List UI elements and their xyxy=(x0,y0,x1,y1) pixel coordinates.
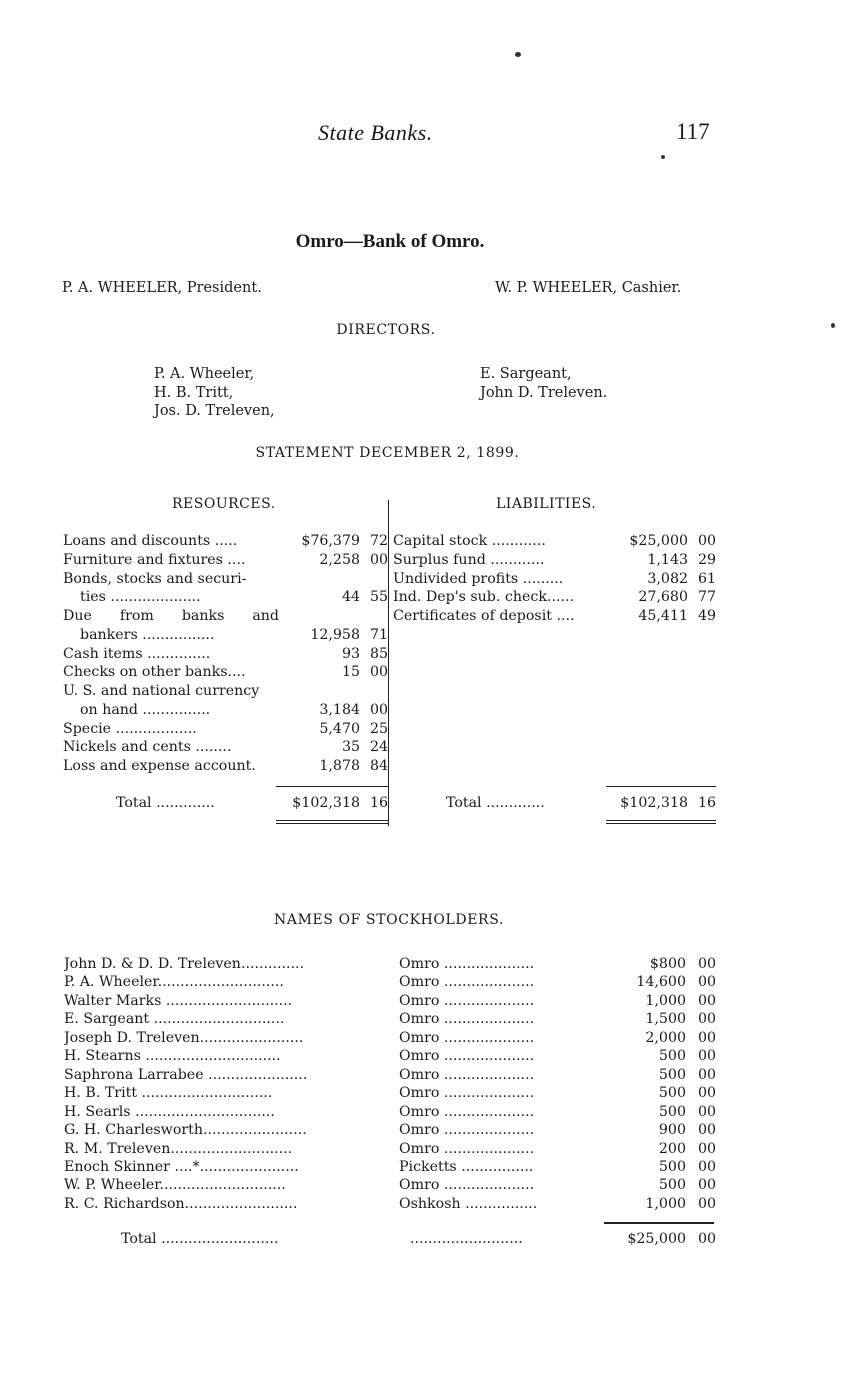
stockholders-total-rule xyxy=(604,1222,714,1224)
stockholder-row xyxy=(64,1047,716,1065)
directors-heading: DIRECTORS. xyxy=(336,322,436,338)
share-cents: 00 xyxy=(697,992,716,1009)
stockholder-name: Enoch Skinner ....*...................... xyxy=(64,1158,299,1175)
item-label: Capital stock ............ xyxy=(393,533,546,549)
stockholder-town: Omro .................... xyxy=(399,1066,535,1083)
item-dollars: 12,958 xyxy=(310,626,360,643)
item-label: Specie .................. xyxy=(63,720,197,737)
stockholder-row xyxy=(64,973,716,991)
stockholder-town: Omro .................... xyxy=(399,974,535,991)
item-cents: 00 xyxy=(697,533,716,549)
scan-speck xyxy=(661,155,665,159)
resource-row xyxy=(63,682,388,701)
directors-left xyxy=(154,365,275,421)
resource-row xyxy=(63,551,388,570)
item-cents: 77 xyxy=(697,589,716,606)
stockholders-total-row xyxy=(64,1230,716,1248)
scan-speck xyxy=(831,323,835,328)
item-cents: 71 xyxy=(369,626,388,643)
stockholder-name: John D. & D. D. Treleven.............. xyxy=(64,956,305,972)
share-dollars: 500 xyxy=(658,1066,686,1083)
scan-speck xyxy=(515,52,521,57)
item-label: Ind. Dep's sub. check...... xyxy=(393,589,574,606)
item-dollars: 27,680 xyxy=(638,589,688,606)
share-dollars: 500 xyxy=(658,1158,686,1175)
share-cents: 00 xyxy=(697,1177,716,1194)
total-label: Total ............. xyxy=(446,795,545,811)
stockholder-name: H. Searls ............................... xyxy=(64,1103,275,1120)
director-name: E. Sargeant, xyxy=(480,366,572,382)
stockholder-name: W. P. Wheeler............................ xyxy=(64,1177,286,1194)
item-cents: 84 xyxy=(369,758,388,774)
page-number: 117 xyxy=(676,119,710,144)
cashier-line: W. P. WHEELER, Cashier. xyxy=(495,280,682,296)
item-cents: 29 xyxy=(697,551,716,568)
stockholder-row xyxy=(64,992,716,1010)
item-label: Surplus fund ............ xyxy=(393,551,545,568)
item-cents: 24 xyxy=(369,739,388,756)
share-dollars: 1,000 xyxy=(645,1195,686,1212)
stockholder-name: G. H. Charlesworth....................... xyxy=(64,1122,307,1139)
resource-row xyxy=(63,757,388,776)
item-cents: 72 xyxy=(369,533,388,549)
stockholder-row xyxy=(64,1140,716,1158)
resources-heading: RESOURCES. xyxy=(172,496,276,512)
stockholder-row xyxy=(64,1195,716,1213)
total-town-leader: ......................... xyxy=(410,1231,523,1247)
item-dollars: 2,258 xyxy=(319,551,360,568)
resource-row xyxy=(63,607,388,626)
liabilities-subtotal-rule xyxy=(606,786,716,787)
director-name: Jos. D. Treleven, xyxy=(154,403,275,419)
resources-total-rule xyxy=(276,820,388,821)
resource-row xyxy=(63,701,388,720)
stockholder-name: Saphrona Larrabee ...................... xyxy=(64,1066,308,1083)
share-cents: 00 xyxy=(697,1048,716,1065)
share-dollars: 900 xyxy=(658,1122,686,1139)
stockholder-town: Oshkosh ................ xyxy=(399,1195,538,1212)
stockholder-row xyxy=(64,955,716,973)
share-dollars: 1,000 xyxy=(645,992,686,1009)
stockholder-name: Joseph D. Treleven....................... xyxy=(64,1029,304,1046)
total-label: Total ............. xyxy=(116,795,215,811)
liabilities-total-rule xyxy=(606,820,716,821)
share-cents: 00 xyxy=(697,1066,716,1083)
item-dollars: 93 xyxy=(341,645,360,662)
resources-total-row xyxy=(116,794,388,813)
item-dollars: 45,411 xyxy=(638,608,688,624)
stockholder-name: R. C. Richardson......................... xyxy=(64,1195,298,1212)
share-cents: 00 xyxy=(697,1011,716,1028)
item-dollars: 5,470 xyxy=(319,720,360,737)
item-label: ties .................... xyxy=(80,589,201,606)
liabilities-total-row xyxy=(446,794,716,813)
item-label: Due from banks and xyxy=(63,608,279,624)
stockholder-row xyxy=(64,1084,716,1102)
share-dollars: 500 xyxy=(658,1103,686,1120)
stockholder-town: Omro .................... xyxy=(399,1048,535,1065)
item-cents: 00 xyxy=(369,551,388,568)
share-cents: 00 xyxy=(697,1122,716,1139)
stockholder-name: P. A. Wheeler............................ xyxy=(64,974,284,991)
share-dollars: 2,000 xyxy=(645,1029,686,1046)
share-cents: 00 xyxy=(697,1103,716,1120)
item-cents: 61 xyxy=(697,570,716,587)
statement-heading: STATEMENT DECEMBER 2, 1899. xyxy=(255,445,520,461)
stockholder-name: H. B. Tritt ............................. xyxy=(64,1085,273,1102)
resource-row xyxy=(63,532,388,551)
item-label: Cash items .............. xyxy=(63,645,211,662)
resource-row xyxy=(63,663,388,682)
resource-row xyxy=(63,645,388,664)
item-dollars: 1,878 xyxy=(319,758,360,774)
item-cents: 25 xyxy=(369,720,388,737)
item-label: U. S. and national currency xyxy=(63,683,260,699)
stockholder-name: Walter Marks ............................ xyxy=(64,992,293,1009)
item-label: on hand ............... xyxy=(80,701,211,718)
stockholder-name: E. Sargeant ............................. xyxy=(64,1011,285,1028)
stockholder-town: Omro .................... xyxy=(399,1085,535,1102)
stockholder-row xyxy=(64,1121,716,1139)
total-dollars: $25,000 xyxy=(627,1231,686,1247)
liability-row xyxy=(393,588,716,607)
share-cents: 00 xyxy=(697,1158,716,1175)
stockholder-town: Omro .................... xyxy=(399,1029,535,1046)
item-label: bankers ................ xyxy=(80,626,215,643)
total-dollars: $102,318 xyxy=(292,795,360,811)
item-label: Checks on other banks.... xyxy=(63,664,246,681)
total-label: Total .......................... xyxy=(121,1231,279,1247)
item-dollars: 3,184 xyxy=(319,701,360,718)
directors-right xyxy=(480,365,607,402)
stockholder-town: Omro .................... xyxy=(399,1177,535,1194)
director-name: H. B. Tritt, xyxy=(154,384,234,401)
liability-row xyxy=(393,607,716,626)
resource-row xyxy=(63,588,388,607)
item-cents: 00 xyxy=(369,701,388,718)
share-dollars: 500 xyxy=(658,1085,686,1102)
stockholder-town: Omro .................... xyxy=(399,1103,535,1120)
resource-row xyxy=(63,570,388,589)
item-label: Bonds, stocks and securi- xyxy=(63,570,247,587)
stockholder-town: Omro .................... xyxy=(399,1140,535,1157)
item-label: Furniture and fixtures .... xyxy=(63,551,246,568)
director-name: P. A. Wheeler, xyxy=(154,366,255,382)
liability-row xyxy=(393,570,716,589)
total-cents: 16 xyxy=(697,795,716,811)
stockholder-row xyxy=(64,1176,716,1194)
share-cents: 00 xyxy=(697,1085,716,1102)
resource-row xyxy=(63,626,388,645)
president-line: P. A. WHEELER, President. xyxy=(62,280,262,296)
stockholder-name: H. Stearns .............................. xyxy=(64,1048,281,1065)
item-dollars: 1,143 xyxy=(647,551,688,568)
stockholder-row xyxy=(64,1029,716,1047)
running-title: State Banks. xyxy=(318,120,433,145)
share-cents: 00 xyxy=(697,1029,716,1046)
share-cents: 00 xyxy=(697,1195,716,1212)
item-dollars: $76,379 xyxy=(301,533,360,549)
stockholder-town: Omro .................... xyxy=(399,1122,535,1139)
resource-row xyxy=(63,720,388,739)
item-dollars: 44 xyxy=(341,589,360,606)
item-label: Nickels and cents ........ xyxy=(63,739,232,756)
item-label: Certificates of deposit .... xyxy=(393,608,575,624)
share-dollars: 14,600 xyxy=(636,974,686,991)
stockholder-town: Omro .................... xyxy=(399,992,535,1009)
item-label: Loss and expense account. xyxy=(63,758,256,774)
item-label: Loans and discounts ..... xyxy=(63,533,238,549)
resources-subtotal-rule xyxy=(276,786,388,787)
share-cents: 00 xyxy=(697,956,716,972)
stockholder-row xyxy=(64,1158,716,1176)
total-dollars: $102,318 xyxy=(620,795,688,811)
item-cents: 55 xyxy=(369,589,388,606)
stockholder-town: Omro .................... xyxy=(399,956,535,972)
stockholders-heading: NAMES OF STOCKHOLDERS. xyxy=(274,912,504,928)
item-dollars: 3,082 xyxy=(647,570,688,587)
item-label: Undivided profits ......... xyxy=(393,570,564,587)
item-dollars: 15 xyxy=(341,664,360,681)
stockholder-row xyxy=(64,1010,716,1028)
total-cents: 16 xyxy=(369,795,388,811)
item-dollars: $25,000 xyxy=(629,533,688,549)
stockholder-row xyxy=(64,1066,716,1084)
liabilities-total-rule xyxy=(606,823,716,824)
total-cents: 00 xyxy=(697,1231,716,1247)
item-cents: 85 xyxy=(369,645,388,662)
stockholder-row xyxy=(64,1103,716,1121)
share-cents: 00 xyxy=(697,1140,716,1157)
liability-row xyxy=(393,551,716,570)
liabilities-heading: LIABILITIES. xyxy=(496,496,597,512)
share-dollars: 500 xyxy=(658,1048,686,1065)
bank-title: Omro—Bank of Omro. xyxy=(295,231,485,252)
liability-row xyxy=(393,532,716,551)
column-divider xyxy=(388,500,389,826)
resource-row xyxy=(63,738,388,757)
stockholder-town: Picketts ................ xyxy=(399,1158,534,1175)
stockholder-town: Omro .................... xyxy=(399,1011,535,1028)
share-cents: 00 xyxy=(697,974,716,991)
share-dollars: $800 xyxy=(649,956,686,972)
item-cents: 49 xyxy=(697,608,716,624)
item-cents: 00 xyxy=(369,664,388,681)
director-name: John D. Treleven. xyxy=(480,384,608,401)
share-dollars: 200 xyxy=(658,1140,686,1157)
share-dollars: 1,500 xyxy=(645,1011,686,1028)
stockholder-name: R. M. Treleven........................... xyxy=(64,1140,293,1157)
share-dollars: 500 xyxy=(658,1177,686,1194)
item-dollars: 35 xyxy=(341,739,360,756)
resources-total-rule xyxy=(276,823,388,824)
